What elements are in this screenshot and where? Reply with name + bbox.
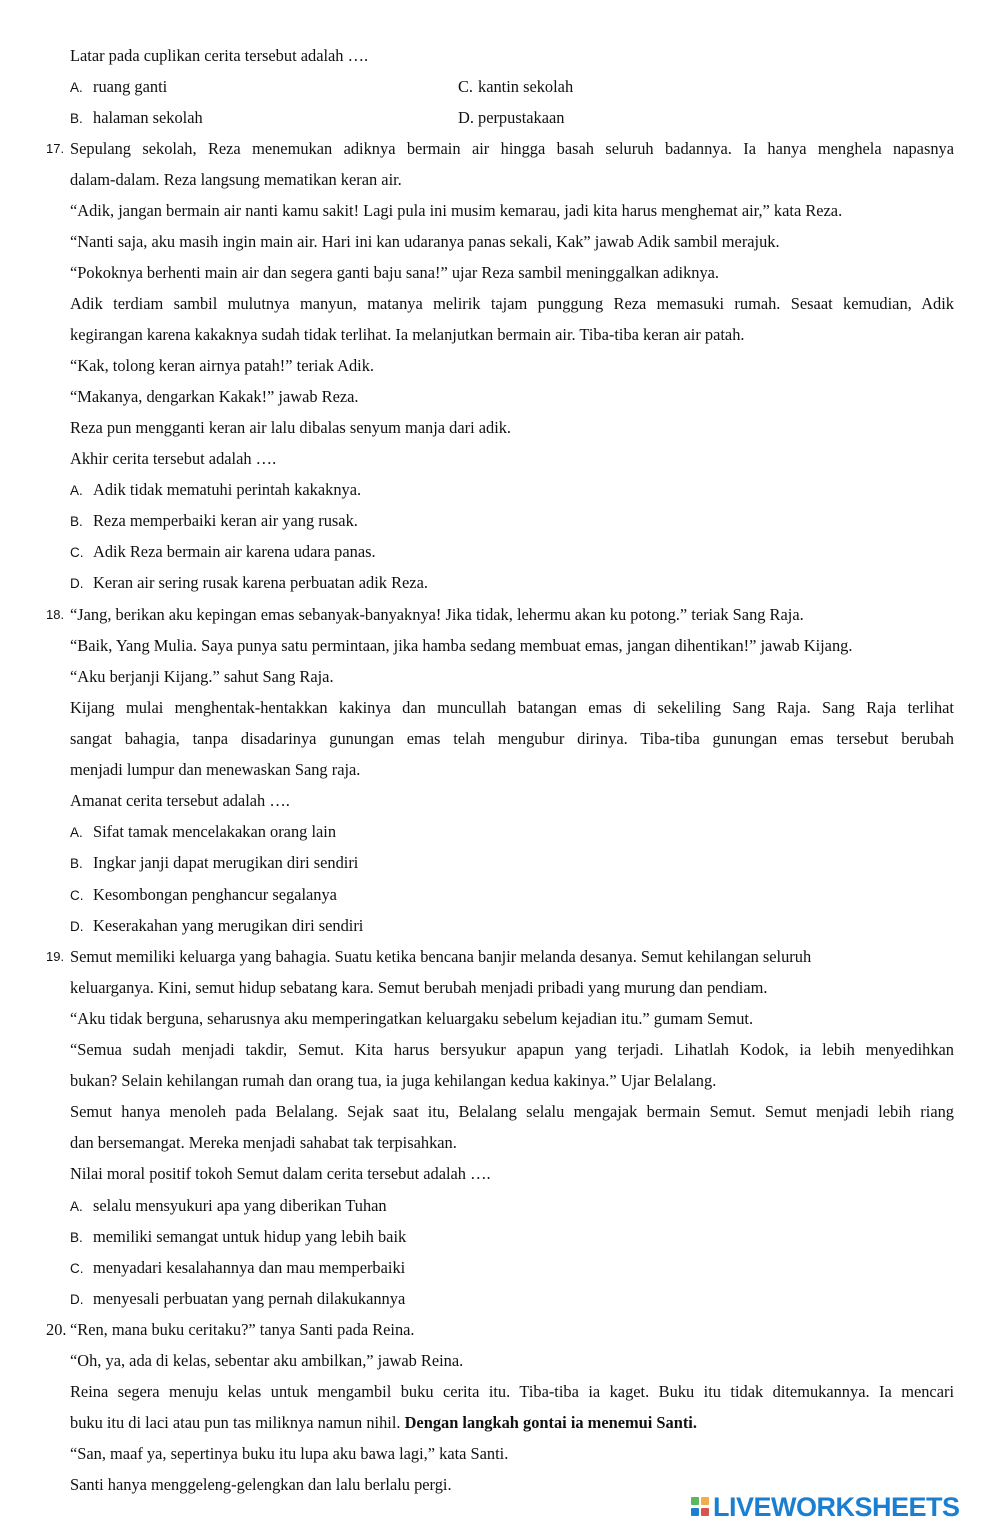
option-letter: A. (70, 1199, 83, 1214)
option-letter: D. (70, 1292, 84, 1307)
q17-line: “Makanya, dengarkan Kakak!” jawab Reza. (70, 387, 359, 406)
q19-option-b[interactable] (70, 1221, 406, 1252)
q18-line: Kijang mulai menghentak-hentakkan kakinya dan muncullah batangan emas di sekeliling Sang Raja. Sang Raja terlihat (70, 698, 954, 717)
q17-option-c[interactable] (70, 536, 376, 567)
question-number: 18. (46, 607, 65, 622)
q16-option-c[interactable] (458, 71, 573, 102)
option-letter: B. (70, 856, 83, 871)
option-letter: C. (458, 77, 474, 96)
option-text: Kesombongan penghancur segalanya (93, 885, 337, 904)
q20-line (70, 1407, 954, 1438)
option-letter: D. (70, 919, 84, 934)
question-number: 19. (46, 949, 65, 964)
q19-prompt: Nilai moral positif tokoh Semut dalam cerita tersebut adalah …. (70, 1164, 491, 1183)
q18-prompt: Amanat cerita tersebut adalah …. (70, 791, 290, 810)
q19-option-c[interactable] (70, 1252, 405, 1283)
option-letter: A. (70, 80, 83, 95)
q18-line: “Baik, Yang Mulia. Saya punya satu permintaan, jika hamba sedang membuat emas, jangan dihentikan!” jawab Kijang. (70, 636, 853, 655)
q17-option-a[interactable] (70, 474, 361, 505)
q16-option-a[interactable] (70, 71, 167, 102)
option-letter: C. (70, 1261, 84, 1276)
option-text: Reza memperbaiki keran air yang rusak. (93, 511, 358, 530)
option-text: selalu mensyukuri apa yang diberikan Tuhan (93, 1196, 387, 1215)
q20-line-bold: Dengan langkah gontai ia menemui Santi. (404, 1413, 697, 1432)
q17-line: dalam-dalam. Reza langsung mematikan keran air. (70, 170, 402, 189)
q17-line: kegirangan karena kakaknya sudah tidak terlihat. Ia melanjutkan bermain air. Tiba-tiba keran air patah. (70, 325, 745, 344)
q18-line: sangat bahagia, tanpa disadarinya gunungan emas telah mengubur dirinya. Tiba-tiba gunungan emas tersebut berubah (70, 729, 954, 748)
option-text: Adik tidak mematuhi perintah kakaknya. (93, 480, 362, 499)
option-letter: B. (70, 514, 83, 529)
q16-option-d[interactable] (458, 102, 564, 133)
q17-line: “Kak, tolong keran airnya patah!” teriak Adik. (70, 356, 375, 375)
q19-option-d[interactable] (70, 1283, 405, 1314)
q20-line: “Oh, ya, ada di kelas, sebentar aku ambilkan,” jawab Reina. (70, 1351, 464, 1370)
q18-option-a[interactable] (70, 816, 336, 847)
q18-line: “Jang, berikan aku kepingan emas sebanyak-banyaknya! Jika tidak, lehermu akan ku potong.” teriak Sang Raja. (70, 605, 804, 624)
q17-line: “Pokoknya berhenti main air dan segera ganti baju sana!” ujar Reza sambil meninggalkan adiknya. (70, 263, 720, 282)
q19-line: bukan? Selain kehilangan rumah dan orang tua, ia juga kehilangan kedua kakinya.” Ujar Belalang. (70, 1071, 717, 1090)
q17-line: “Adik, jangan bermain air nanti kamu sakit! Lagi pula ini musim kemarau, jadi kita harus menghemat air,” kata Reza. (70, 201, 843, 220)
liveworksheets-logo-icon (691, 1496, 711, 1518)
q17-line: Sepulang sekolah, Reza menemukan adiknya bermain air hingga basah seluruh badannya. Ia hanya menghela napasnya (70, 139, 954, 158)
liveworksheets-logo (691, 1488, 960, 1526)
option-letter: B. (70, 111, 83, 126)
option-text: menyesali perbuatan yang pernah dilakukannya (93, 1289, 406, 1308)
q17-option-b[interactable] (70, 505, 358, 536)
q17-option-d[interactable] (70, 567, 428, 598)
option-text: Ingkar janji dapat merugikan diri sendiri (93, 853, 359, 872)
q16-option-b[interactable] (70, 102, 203, 133)
q19-line: Semut memiliki keluarga yang bahagia. Suatu ketika bencana banjir melanda desanya. Semut kehilangan seluruh (70, 947, 812, 966)
q19-line: keluarganya. Kini, semut hidup sebatang kara. Semut berubah menjadi pribadi yang murung dan pendiam. (70, 978, 768, 997)
q18-option-d[interactable] (70, 910, 363, 941)
q20-line-plain: buku itu di laci atau pun tas miliknya namun nihil. (70, 1413, 405, 1432)
option-letter: B. (70, 1230, 83, 1245)
option-letter: A. (70, 825, 83, 840)
q16-prompt: Latar pada cuplikan cerita tersebut adalah …. (70, 46, 369, 65)
option-text: memiliki semangat untuk hidup yang lebih baik (93, 1227, 407, 1246)
option-text: halaman sekolah (93, 108, 203, 127)
q18-line: “Aku berjanji Kijang.” sahut Sang Raja. (70, 667, 334, 686)
option-letter: C. (70, 888, 84, 903)
q20-line: Santi hanya menggeleng-gelengkan dan lalu berlalu pergi. (70, 1475, 452, 1494)
q18-option-b[interactable] (70, 847, 358, 878)
liveworksheets-logo-text: LIVEWORKSHEETS (713, 1491, 960, 1522)
option-letter: D. (70, 576, 84, 591)
option-text: Sifat tamak mencelakakan orang lain (93, 822, 337, 841)
q19-option-a[interactable] (70, 1190, 387, 1221)
q19-line: dan bersemangat. Mereka menjadi sahabat tak terpisahkan. (70, 1133, 457, 1152)
option-text: menyadari kesalahannya dan mau memperbaiki (93, 1258, 406, 1277)
option-text: Adik Reza bermain air karena udara panas. (93, 542, 376, 561)
q19-line: Semut hanya menoleh pada Belalang. Sejak saat itu, Belalang selalu mengajak bermain Semut. Semut menjadi lebih riang (70, 1102, 954, 1121)
q18-line: menjadi lumpur dan menewaskan Sang raja. (70, 760, 361, 779)
option-text: Keran air sering rusak karena perbuatan adik Reza. (93, 573, 428, 592)
q20-line: Reina segera menuju kelas untuk mengambil buku cerita itu. Tiba-tiba ia kaget. Buku itu tidak ditemukannya. Ia mencari (70, 1382, 954, 1401)
question-number: 17. (46, 141, 65, 156)
q18-option-c[interactable] (70, 879, 337, 910)
q20-line: “Ren, mana buku ceritaku?” tanya Santi pada Reina. (70, 1320, 415, 1339)
q17-line: Adik terdiam sambil mulutnya manyun, matanya melirik tajam punggung Reza memasuki rumah. Sesaat kemudian, Adik (70, 294, 954, 313)
q17-line: “Nanti saja, aku masih ingin main air. Hari ini kan udaranya panas sekali, Kak” jawab Adik sambil merajuk. (70, 232, 780, 251)
option-letter: D. (458, 108, 474, 127)
option-text: Keserakahan yang merugikan diri sendiri (93, 916, 364, 935)
option-text: kantin sekolah (478, 77, 574, 96)
q19-line: “Semua sudah menjadi takdir, Semut. Kita harus bersyukur apapun yang terjadi. Lihatlah Kodok, ia lebih menyedihkan (70, 1040, 954, 1059)
option-letter: A. (70, 483, 83, 498)
q17-prompt: Akhir cerita tersebut adalah …. (70, 449, 277, 468)
q20-line: “San, maaf ya, sepertinya buku itu lupa aku bawa lagi,” kata Santi. (70, 1444, 509, 1463)
option-text: perpustakaan (478, 108, 565, 127)
option-text: ruang ganti (93, 77, 168, 96)
q19-line: “Aku tidak berguna, seharusnya aku memperingatkan keluargaku sebelum kejadian itu.” gumam Semut. (70, 1009, 754, 1028)
q17-line: Reza pun mengganti keran air lalu dibalas senyum manja dari adik. (70, 418, 512, 437)
option-letter: C. (70, 545, 84, 560)
question-number: 20. (46, 1320, 67, 1339)
